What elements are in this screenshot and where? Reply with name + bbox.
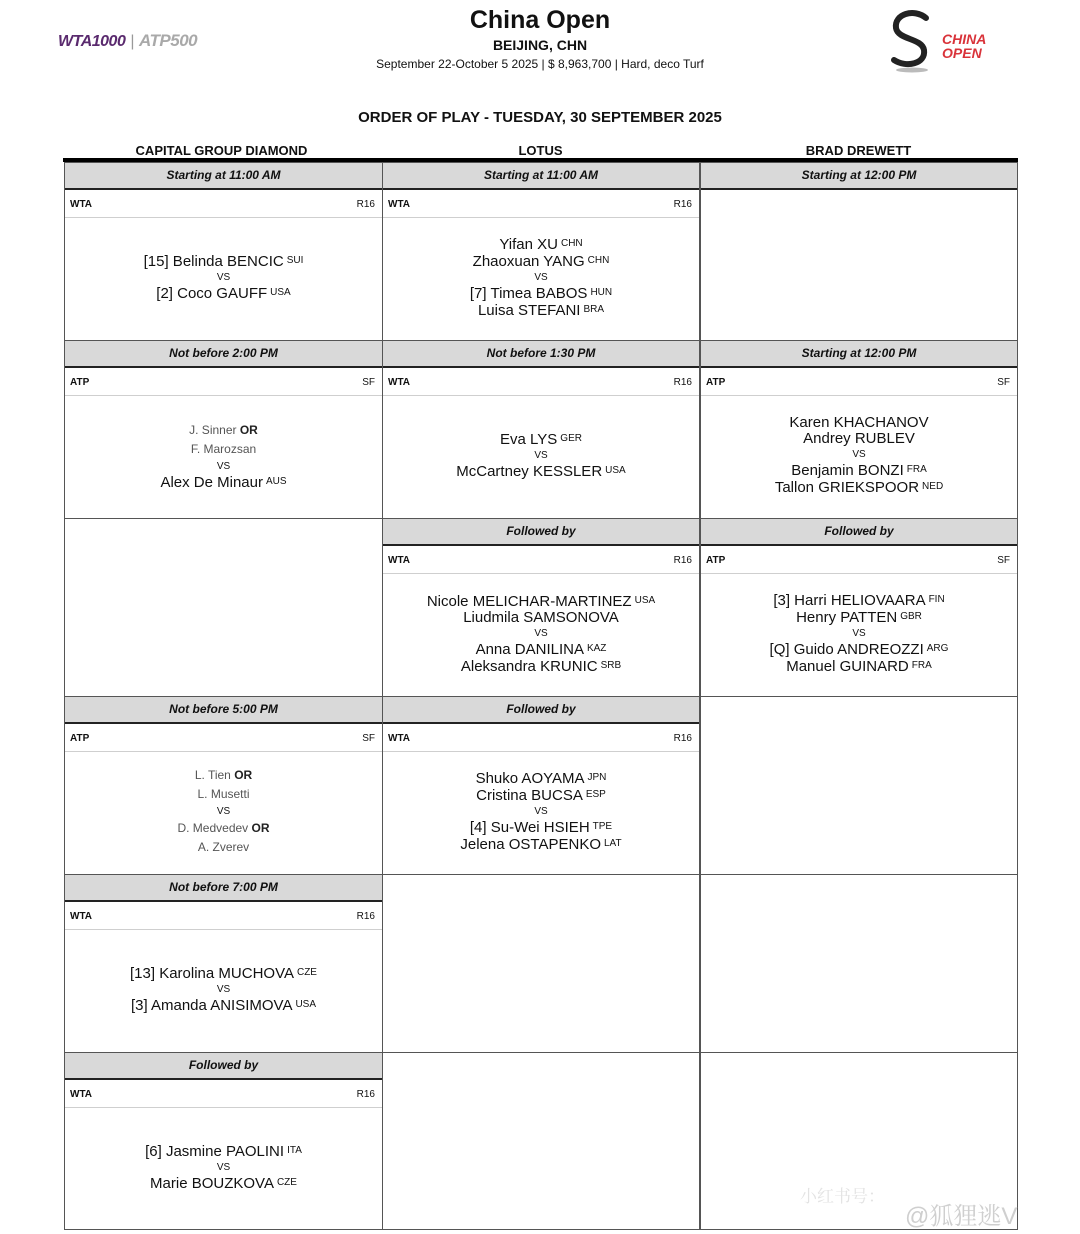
- player-entry: [156, 285, 290, 302]
- match-info-row: [65, 902, 382, 930]
- player-entry: [470, 285, 612, 302]
- player-name: [15] Belinda BENCIC: [143, 253, 284, 270]
- player-name: Anna DANILINA: [475, 640, 584, 658]
- tournament-info: September 22-October 5 2025 | $ 8,963,700 | Hard, deco Turf: [376, 57, 704, 71]
- match-start-time: Starting at 12:00 PM: [701, 341, 1017, 368]
- player-name-tbd: [191, 440, 256, 459]
- court-header-capital-group-diamond: CAPITAL GROUP DIAMOND: [135, 143, 308, 158]
- player-nationality: JPN: [587, 772, 607, 783]
- watermark-id: 小红书号：: [800, 1187, 885, 1206]
- player-nationality: CZE: [276, 1176, 297, 1188]
- versus-label: VS: [852, 628, 866, 639]
- player-name: [2] Coco GAUFF: [156, 285, 268, 302]
- schedule-cell: [382, 340, 700, 519]
- player-nationality: ITA: [287, 1144, 302, 1156]
- or-label: OR: [251, 821, 270, 835]
- player-name: Cristina BUCSA: [476, 787, 583, 804]
- player-name: Andrey RUBLEV: [803, 430, 915, 447]
- player-nationality: ESP: [585, 789, 606, 800]
- match-info-row: [701, 546, 1017, 574]
- player-nationality: FIN: [928, 594, 945, 605]
- schedule-cell: [64, 874, 383, 1053]
- tour-label: WTA: [388, 733, 411, 744]
- player-name: [Q] Guido ANDREOZZI: [769, 641, 924, 658]
- player-name: Zhaoxuan YANG: [472, 253, 585, 270]
- versus-label: VS: [534, 450, 548, 461]
- player-nationality: ARG: [926, 643, 949, 654]
- player-nationality: HUN: [590, 287, 613, 298]
- player-name-tbd: [189, 421, 258, 440]
- player-entry: [473, 253, 610, 270]
- match-info-row: [65, 190, 382, 218]
- player-nationality: USA: [634, 594, 656, 606]
- player-nationality: CHN: [587, 255, 610, 266]
- player-name: [3] Harri HELIOVAARA: [773, 592, 926, 609]
- schedule-cell: [64, 340, 383, 519]
- match-players: [701, 393, 1017, 518]
- round-label: SF: [362, 377, 375, 388]
- player-name: Karen KHACHANOV: [789, 414, 929, 431]
- schedule-cell: [700, 518, 1018, 697]
- watermark-author: @狐狸逃V: [905, 1203, 1018, 1230]
- player-name: Aleksandra KRUNIC: [460, 657, 598, 675]
- schedule-cell: [64, 1052, 383, 1230]
- player-entry: [150, 1175, 297, 1192]
- schedule-cell: [700, 874, 1018, 1053]
- versus-label: VS: [216, 272, 231, 283]
- versus-label: VS: [216, 984, 231, 995]
- player-name: J. Sinner: [189, 422, 237, 437]
- order-of-play-title: ORDER OF PLAY - TUESDAY, 30 SEPTEMBER 2025: [358, 109, 722, 126]
- match-info-row: [65, 724, 382, 752]
- match-start-time: Starting at 11:00 AM: [383, 163, 699, 190]
- player-entry: [145, 1143, 302, 1160]
- player-nationality: LAT: [604, 838, 622, 849]
- match-info-row: [383, 368, 699, 396]
- match-start-time: Not before 1:30 PM: [383, 341, 699, 368]
- tour-label: WTA: [70, 1089, 93, 1100]
- player-entry: [478, 302, 604, 319]
- tour-label: WTA: [70, 911, 93, 922]
- versus-label: VS: [216, 1161, 231, 1173]
- court-header-brad-drewett: BRAD DREWETT: [805, 143, 912, 158]
- player-name: Benjamin BONZI: [791, 462, 904, 479]
- player-nationality: GBR: [900, 611, 922, 622]
- tour-label: ATP: [70, 377, 90, 388]
- round-label: R16: [673, 555, 692, 566]
- round-label: SF: [997, 377, 1010, 388]
- tour-label: ATP: [706, 555, 726, 566]
- player-nationality: CZE: [296, 967, 317, 978]
- schedule-cell: [700, 162, 1018, 341]
- tour-label: WTA: [388, 377, 411, 388]
- player-name-tbd: [195, 766, 252, 785]
- versus-label: VS: [216, 806, 231, 817]
- player-entry: [773, 592, 944, 609]
- match-info-row: [383, 724, 699, 752]
- player-name: Luisa STEFANI: [477, 302, 581, 319]
- player-name: Alex De Minaur: [160, 473, 263, 491]
- match-start-time: Starting at 11:00 AM: [65, 163, 382, 190]
- player-name: L. Musetti: [197, 787, 250, 801]
- player-nationality: USA: [605, 465, 626, 476]
- player-name: D. Medvedev: [177, 821, 249, 835]
- player-nationality: GER: [560, 433, 582, 444]
- player-name: [7] Timea BABOS: [469, 285, 588, 302]
- player-entry: [476, 641, 607, 658]
- atp-500-logo: ATP500: [139, 31, 198, 50]
- tour-label: WTA: [70, 199, 93, 210]
- player-entry: [499, 236, 582, 253]
- schedule-cell: [382, 162, 700, 341]
- match-start-time: Not before 5:00 PM: [65, 697, 382, 724]
- player-name: [6] Jasmine PAOLINI: [145, 1142, 285, 1160]
- player-name: A. Zverev: [197, 840, 250, 854]
- player-entry: [775, 479, 943, 496]
- match-start-time: Not before 7:00 PM: [65, 875, 382, 902]
- player-nationality: FRA: [911, 660, 932, 671]
- player-entry: [130, 965, 317, 982]
- player-name-tbd: [177, 819, 269, 838]
- player-name: [13] Karolina MUCHOVA: [130, 965, 294, 982]
- court-header-lotus: LOTUS: [518, 143, 563, 158]
- player-entry: [461, 658, 621, 675]
- match-info-row: [383, 190, 699, 218]
- player-name: [3] Amanda ANISIMOVA: [130, 997, 293, 1014]
- tour-label: WTA: [388, 199, 411, 210]
- player-entry: [131, 997, 316, 1014]
- match-info-row: [65, 368, 382, 396]
- player-nationality: FRA: [906, 464, 927, 475]
- round-label: R16: [356, 199, 375, 210]
- player-name: F. Marozsan: [190, 441, 257, 456]
- tour-label: ATP: [706, 377, 726, 388]
- tour-label: ATP: [70, 733, 90, 744]
- player-name-tbd: [198, 838, 249, 857]
- player-name-tbd: [197, 785, 249, 804]
- schedule-cell: [700, 340, 1018, 519]
- player-nationality: TPE: [592, 821, 613, 832]
- versus-label: VS: [534, 806, 548, 817]
- schedule-cell: [382, 518, 700, 697]
- player-nationality: USA: [270, 287, 291, 298]
- match-players: [383, 393, 699, 518]
- player-entry: [803, 431, 915, 447]
- player-entry: [460, 836, 621, 853]
- or-label: OR: [234, 768, 253, 782]
- round-label: R16: [673, 199, 692, 210]
- player-name: McCartney KESSLER: [456, 463, 603, 480]
- match-start-time: Not before 2:00 PM: [65, 341, 382, 368]
- player-name: Yifan XU: [499, 236, 558, 253]
- versus-label: VS: [216, 460, 231, 472]
- match-start-time: Followed by: [701, 519, 1017, 546]
- player-name: Henry PATTEN: [796, 609, 898, 626]
- round-label: R16: [673, 733, 692, 744]
- player-name: Eva LYS: [500, 431, 558, 448]
- player-name: Jelena OSTAPENKO: [460, 836, 601, 853]
- china-open-wordmark: CHINA OPEN: [942, 31, 987, 61]
- player-nationality: USA: [295, 999, 317, 1010]
- match-players: [383, 749, 699, 874]
- player-nationality: AUS: [265, 475, 287, 487]
- player-name: Nicole MELICHAR-MARTINEZ: [426, 592, 632, 610]
- player-nationality: SRB: [600, 659, 622, 671]
- match-start-time: Starting at 12:00 PM: [701, 163, 1017, 190]
- round-label: R16: [673, 377, 692, 388]
- player-nationality: BRA: [583, 304, 605, 315]
- schedule-cell: [382, 696, 700, 875]
- logo-divider: |: [130, 33, 134, 50]
- round-label: R16: [356, 911, 375, 922]
- schedule-cell: [64, 162, 383, 341]
- match-start-time: Followed by: [383, 697, 699, 724]
- player-name: Manuel GUINARD: [786, 658, 909, 675]
- round-label: SF: [362, 733, 375, 744]
- player-entry: [427, 593, 655, 610]
- match-info-row: [383, 546, 699, 574]
- player-entry: [791, 462, 927, 479]
- round-label: SF: [997, 555, 1010, 566]
- match-info-row: [65, 1080, 382, 1108]
- player-entry: [144, 253, 304, 270]
- china-open-s-icon: [888, 8, 936, 74]
- player-name: [4] Su-Wei HSIEH: [469, 819, 590, 836]
- schedule-cell: [382, 1052, 700, 1230]
- player-name: Liudmila SAMSONOVA: [463, 608, 619, 626]
- versus-label: VS: [534, 272, 548, 283]
- match-players: [65, 927, 382, 1052]
- round-label: R16: [356, 1089, 375, 1100]
- china-open-logo: [888, 8, 998, 78]
- versus-label: VS: [534, 627, 548, 639]
- player-entry: [789, 415, 928, 431]
- player-entry: [476, 770, 607, 787]
- player-name: Shuko AOYAMA: [475, 770, 585, 787]
- match-start-time: Followed by: [65, 1053, 382, 1080]
- player-entry: [456, 463, 625, 480]
- match-players: [65, 749, 382, 874]
- player-entry: [786, 658, 932, 675]
- player-nationality: KAZ: [586, 642, 607, 654]
- schedule-cell: [382, 874, 700, 1053]
- player-name: Tallon GRIEKSPOOR: [774, 479, 920, 496]
- or-label: OR: [239, 422, 258, 437]
- match-players: [65, 1105, 382, 1229]
- tour-label: WTA: [388, 555, 411, 566]
- wta-1000-logo: WTA1000: [58, 33, 126, 50]
- player-name: L. Tien: [194, 768, 231, 782]
- match-players: [383, 215, 699, 340]
- player-nationality: CHN: [560, 238, 583, 249]
- tournament-city: BEIJING, CHN: [492, 37, 588, 53]
- match-players: [383, 571, 699, 696]
- player-nationality: SUI: [286, 255, 304, 266]
- tournament-title: China Open: [469, 6, 611, 34]
- player-entry: [160, 474, 286, 491]
- match-info-row: [701, 368, 1017, 396]
- player-nationality: NED: [922, 481, 944, 492]
- schedule-cell: [700, 696, 1018, 875]
- player-entry: [796, 609, 922, 626]
- match-players: [65, 215, 382, 340]
- schedule-cell: [64, 696, 383, 875]
- versus-label: VS: [852, 449, 866, 460]
- player-entry: [770, 641, 949, 658]
- match-start-time: Followed by: [383, 519, 699, 546]
- player-entry: [463, 610, 619, 626]
- player-entry: [500, 431, 582, 448]
- player-entry: [476, 787, 606, 804]
- match-players: [65, 393, 382, 518]
- player-entry: [470, 819, 612, 836]
- match-players: [701, 571, 1017, 696]
- schedule-cell: [64, 518, 383, 697]
- player-name: Marie BOUZKOVA: [150, 1174, 274, 1192]
